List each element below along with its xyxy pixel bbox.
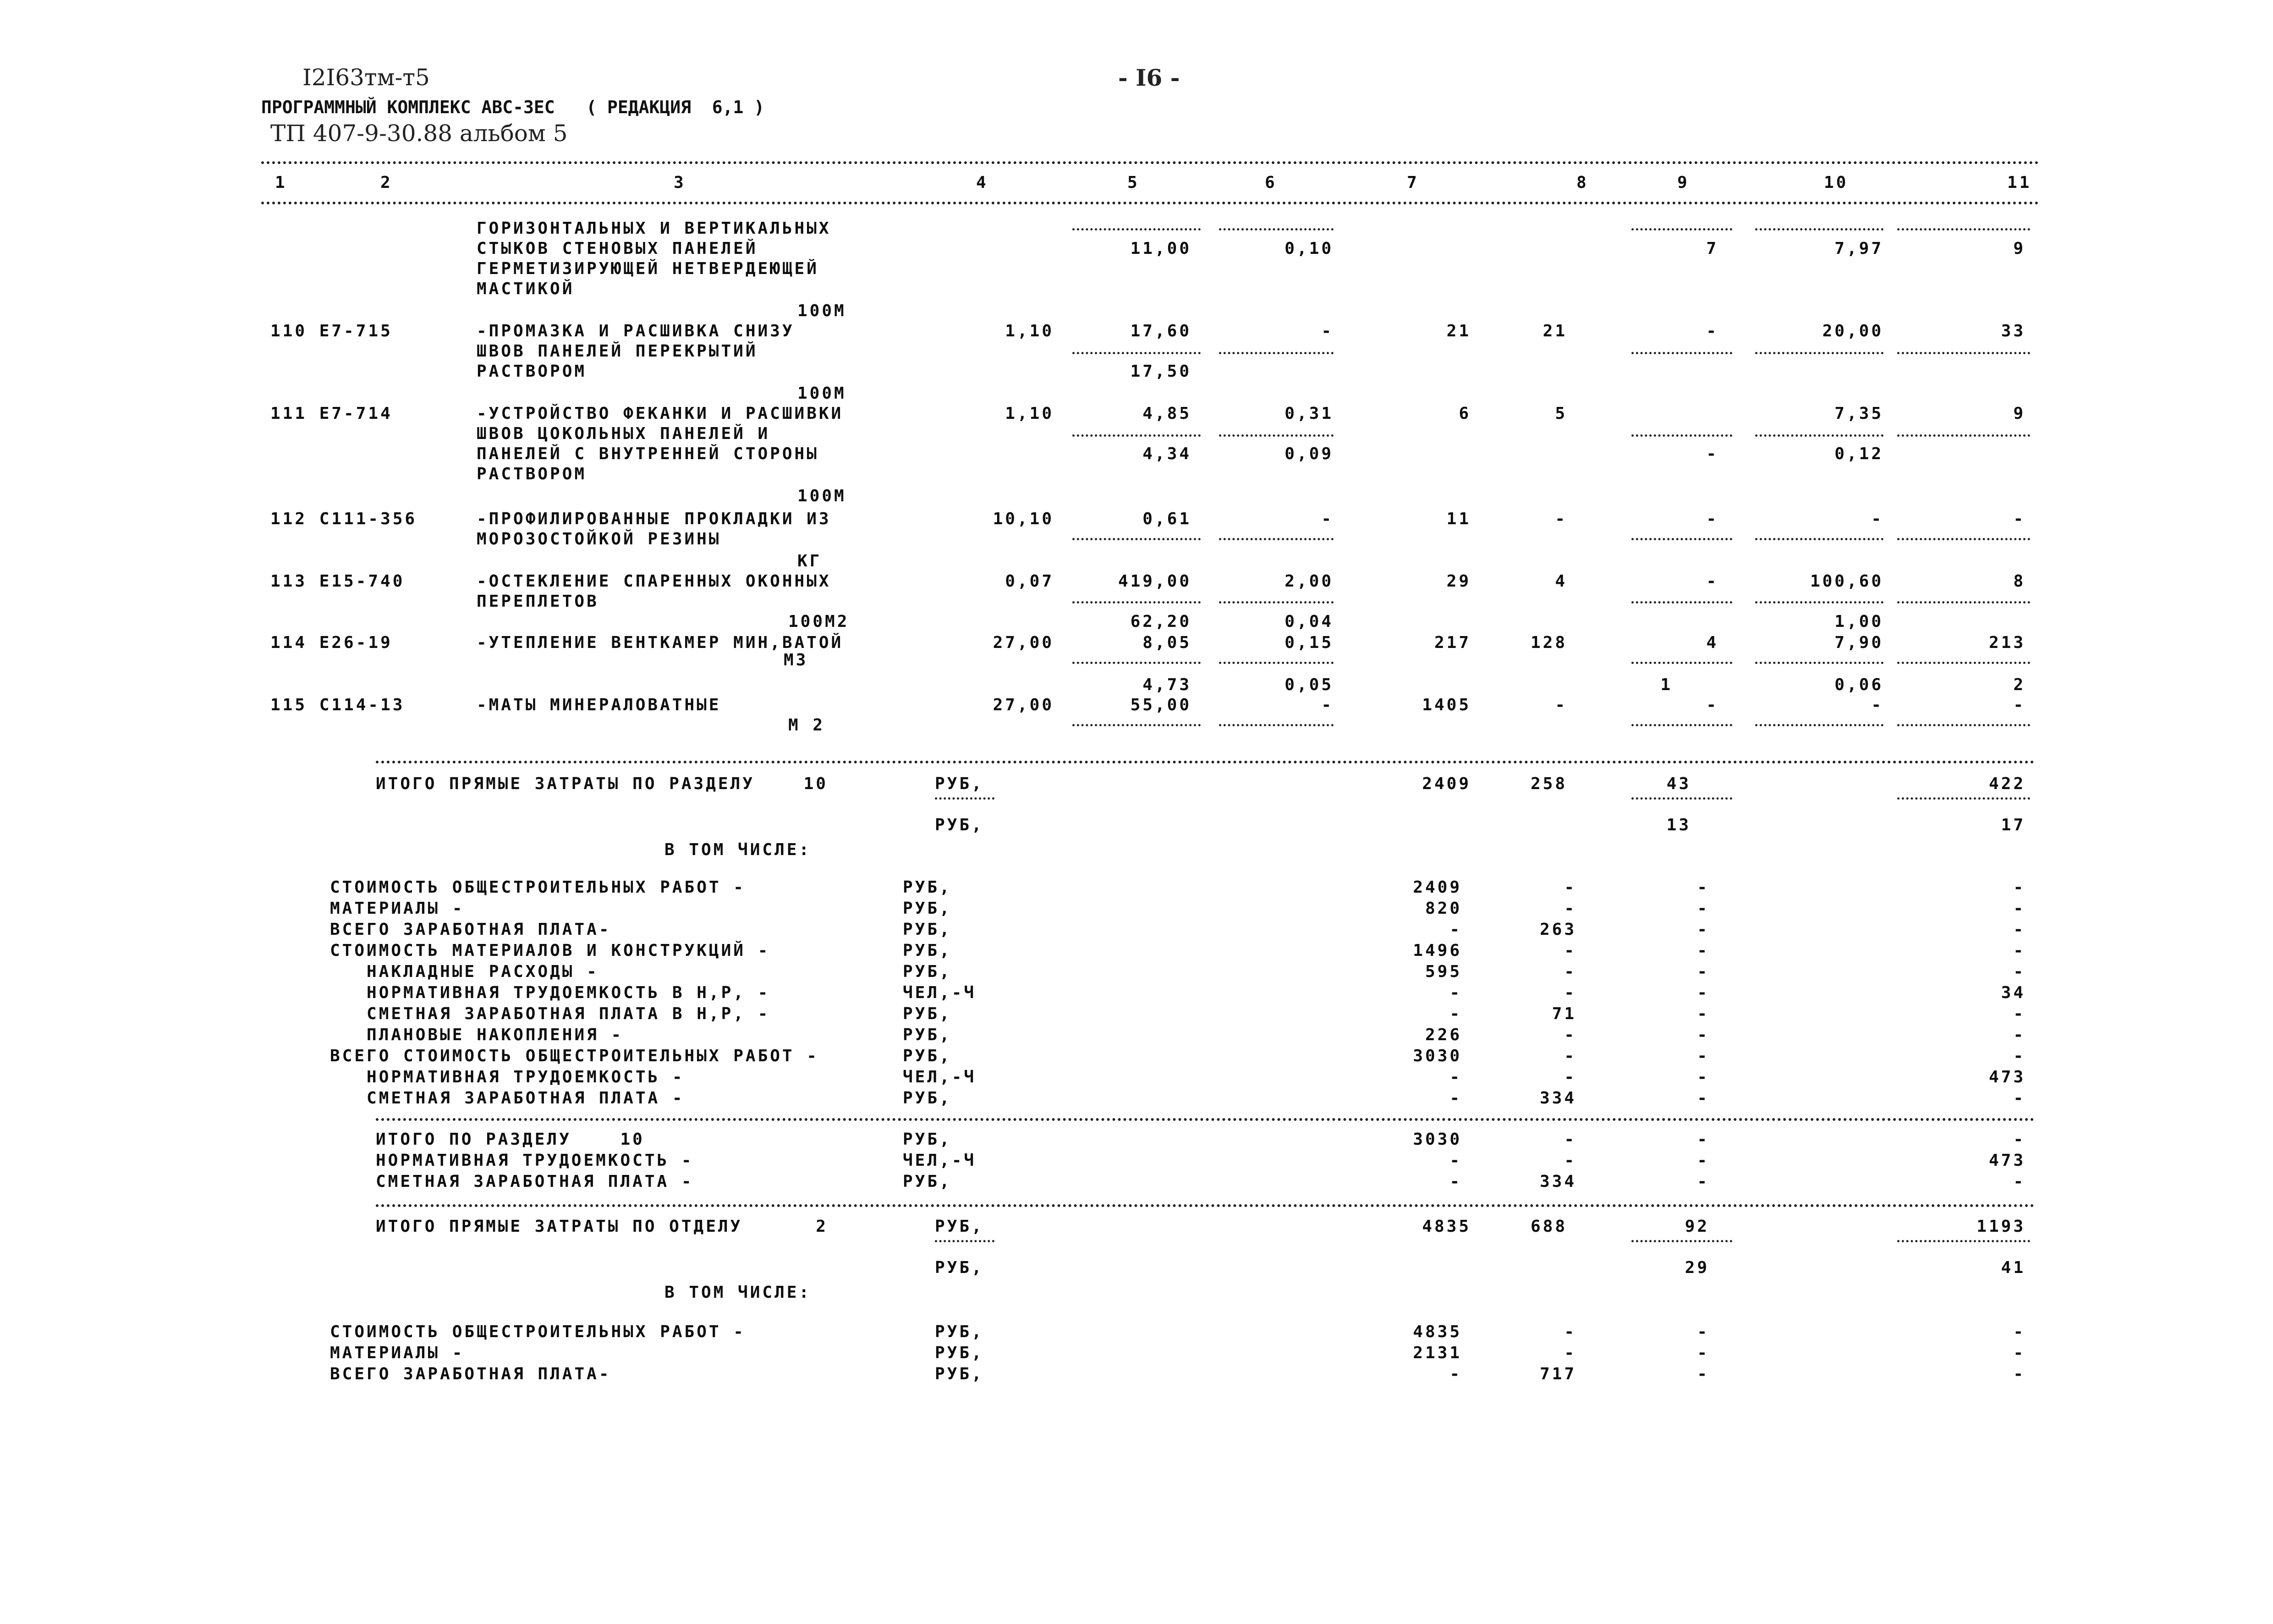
unit-label: 100М: [797, 384, 846, 403]
cell-value: 334: [1539, 1172, 1576, 1191]
breakdown-label: СТОИМОСТЬ МАТЕРИАЛОВ И КОНСТРУКЦИЙ -: [330, 941, 770, 960]
cell-divider-rule: [1897, 601, 2030, 604]
unit-label: РУБ,: [935, 816, 984, 834]
cell-value: 1,10: [1005, 404, 1054, 423]
cell-value: 213: [1988, 633, 2026, 652]
cell-value: -: [1555, 510, 1567, 528]
cell-divider-rule: [1897, 538, 2030, 540]
cell-value: 3030: [1413, 1130, 1462, 1149]
cell-divider-rule: [935, 797, 994, 800]
cell-divider-rule: [1755, 662, 1883, 664]
cell-divider-rule: [1897, 434, 2030, 437]
cell-value: -: [2013, 1172, 2026, 1191]
cell-value: 41: [2001, 1258, 2026, 1277]
cell-value: 7,97: [1834, 239, 1883, 258]
cell-value: -: [1697, 1026, 1709, 1044]
cell-value: 29: [1685, 1258, 1709, 1277]
item-description: -ПРОМАЗКА И РАСШИВКА СНИЗУ: [477, 322, 795, 340]
cell-divider-rule: [1897, 228, 2030, 230]
item-description: ГОРИЗОНТАЛЬНЫХ И ВЕРТИКАЛЬНЫХ: [477, 219, 831, 238]
breakdown-label: ВСЕГО ЗАРАБОТНАЯ ПЛАТА-: [330, 1365, 611, 1383]
cell-value: -: [1871, 510, 1883, 528]
cell-value: -: [1449, 1089, 1462, 1108]
cell-value: 820: [1425, 899, 1462, 918]
cell-value: 11,00: [1130, 239, 1191, 258]
cell-value: 473: [1988, 1068, 2026, 1086]
cell-value: -: [1697, 1322, 1709, 1341]
cell-value: 473: [1988, 1151, 2026, 1170]
cell-value: 595: [1425, 962, 1462, 981]
cell-value: -: [1564, 1151, 1576, 1170]
table-top-rule: [261, 161, 2039, 164]
cell-divider-rule: [1072, 352, 1201, 354]
cell-divider-rule: [1072, 538, 1201, 540]
column-header-2: 2: [380, 173, 393, 192]
cell-value: -: [2013, 878, 2026, 897]
cell-value: -: [1555, 696, 1567, 714]
unit-label: РУБ,: [903, 1130, 952, 1149]
including-label: В ТОМ ЧИСЛЕ:: [664, 840, 812, 859]
cell-value: 4,73: [1142, 675, 1191, 694]
breakdown-label: СТОИМОСТЬ ОБЩЕСТРОИТЕЛЬНЫХ РАБОТ -: [330, 878, 746, 897]
unit-label: РУБ,: [935, 1322, 984, 1341]
cell-value: -: [2013, 510, 2026, 528]
unit-label: РУБ,: [935, 1258, 984, 1277]
cell-value: -: [1449, 1172, 1462, 1191]
cell-value: -: [1697, 1151, 1709, 1170]
item-description: МОРОЗОСТОЙКОЙ РЕЗИНЫ: [477, 530, 721, 549]
breakdown-label: СМЕТНАЯ ЗАРАБОТНАЯ ПЛАТА В Н,Р, -: [330, 1004, 770, 1023]
item-description: ПАНЕЛЕЙ С ВНУТРЕННЕЙ СТОРОНЫ: [477, 444, 819, 463]
program-name: ПРОГРАММНЫЙ КОМПЛЕКС АВС-ЗЕС ( РЕДАКЦИЯ 6,1 ): [261, 97, 765, 117]
item-description: РАСТВОРОМ: [477, 465, 587, 483]
column-header-rule: [261, 202, 2039, 204]
unit-label: ЧЕЛ,-Ч: [903, 1151, 977, 1170]
cell-value: 4835: [1413, 1322, 1462, 1341]
cell-value: 0,31: [1285, 404, 1334, 423]
cell-value: 2409: [1413, 878, 1462, 897]
column-header-11: 11: [2007, 173, 2032, 192]
cell-value: 29: [1446, 572, 1471, 591]
cell-value: 1405: [1422, 696, 1471, 714]
unit-label: РУБ,: [903, 899, 952, 918]
cell-value: 13: [1666, 816, 1691, 834]
cell-value: -: [1706, 572, 1718, 591]
cell-divider-rule: [1631, 797, 1732, 800]
cell-value: 422: [1988, 774, 2026, 793]
cell-value: 4: [1706, 633, 1718, 652]
cell-divider-rule: [1897, 662, 2030, 664]
breakdown-label: ВСЕГО СТОИМОСТЬ ОБЩЕСТРОИТЕЛЬНЫХ РАБОТ -: [330, 1047, 819, 1065]
cell-value: -: [1697, 1130, 1709, 1149]
section-summary-label: ИТОГО ПО РАЗДЕЛУ 10: [376, 1130, 645, 1149]
cell-value: -: [1706, 444, 1718, 463]
cell-value: -: [2013, 920, 2026, 939]
item-description: -ПРОФИЛИРОВАННЫЕ ПРОКЛАДКИ ИЗ: [477, 510, 831, 528]
cell-value: 0,04: [1285, 612, 1334, 631]
breakdown-label: СТОИМОСТЬ ОБЩЕСТРОИТЕЛЬНЫХ РАБОТ -: [330, 1322, 746, 1341]
breakdown-label: МАТЕРИАЛЫ -: [330, 1344, 465, 1362]
cell-value: -: [1871, 696, 1883, 714]
cell-divider-rule: [1219, 724, 1334, 726]
unit-label: РУБ,: [935, 1217, 984, 1236]
unit-label: РУБ,: [903, 878, 952, 897]
cell-value: 17: [2001, 816, 2026, 834]
cell-value: 3030: [1413, 1047, 1462, 1065]
item-number: 111 Е7-714: [270, 404, 393, 423]
item-description: ПЕРЕПЛЕТОВ: [477, 592, 599, 611]
column-header-7: 7: [1407, 173, 1419, 192]
cell-value: -: [2013, 1089, 2026, 1108]
cell-value: -: [1697, 1365, 1709, 1383]
breakdown-label: НОРМАТИВНАЯ ТРУДОЕМКОСТЬ -: [330, 1068, 685, 1086]
cell-value: 5: [1555, 404, 1567, 423]
cell-value: 27,00: [993, 696, 1054, 714]
cell-divider-rule: [1631, 538, 1732, 540]
section-summary-rule: [376, 1118, 2035, 1121]
page-number: - I6 -: [1118, 64, 1180, 91]
cell-value: -: [1697, 983, 1709, 1002]
album-reference: ТП 407-9-30.88 альбом 5: [270, 120, 568, 147]
cell-value: 8,05: [1142, 633, 1191, 652]
breakdown-label: СМЕТНАЯ ЗАРАБОТНАЯ ПЛАТА -: [330, 1089, 685, 1108]
cell-value: 0,06: [1834, 675, 1883, 694]
cell-value: 21: [1543, 322, 1567, 340]
cell-value: 263: [1539, 920, 1576, 939]
cell-value: 17,60: [1130, 322, 1191, 340]
breakdown-label: НОРМАТИВНАЯ ТРУДОЕМКОСТЬ В Н,Р, -: [330, 983, 770, 1002]
cell-value: 1193: [1977, 1217, 2026, 1236]
cell-value: -: [1564, 1322, 1576, 1341]
cell-value: 717: [1539, 1365, 1576, 1383]
section-summary-label: НОРМАТИВНАЯ ТРУДОЕМКОСТЬ -: [376, 1151, 694, 1170]
unit-label: М3: [784, 651, 808, 669]
cell-value: -: [1697, 878, 1709, 897]
column-header-1: 1: [275, 173, 287, 192]
cell-value: -: [1564, 941, 1576, 960]
cell-value: 2: [2013, 675, 2026, 694]
cell-value: -: [1564, 878, 1576, 897]
cell-divider-rule: [1631, 434, 1732, 437]
item-description: -МАТЫ МИНЕРАЛОВАТНЫЕ: [477, 696, 721, 714]
cell-divider-rule: [1219, 352, 1334, 354]
cell-value: -: [2013, 696, 2026, 714]
cell-divider-rule: [1219, 434, 1334, 437]
cell-value: -: [1321, 322, 1334, 340]
cell-value: 6: [1459, 404, 1471, 423]
unit-label: РУБ,: [903, 1089, 952, 1108]
cell-value: 92: [1685, 1217, 1709, 1236]
cell-value: -: [1697, 920, 1709, 939]
breakdown-label: МАТЕРИАЛЫ -: [330, 899, 465, 918]
cell-value: 1,10: [1005, 322, 1054, 340]
cell-value: 100,60: [1810, 572, 1883, 591]
cell-value: 9: [2013, 404, 2026, 423]
cell-value: -: [1564, 1047, 1576, 1065]
cell-divider-rule: [935, 1240, 994, 1242]
cell-value: -: [2013, 899, 2026, 918]
item-number: 112 С111-356: [270, 510, 417, 528]
cell-value: 226: [1425, 1026, 1462, 1044]
cell-value: 2,00: [1285, 572, 1334, 591]
cell-value: 334: [1539, 1089, 1576, 1108]
cell-value: -: [1697, 962, 1709, 981]
cell-divider-rule: [1897, 1240, 2030, 1242]
cell-divider-rule: [1631, 724, 1732, 726]
cell-divider-rule: [1897, 724, 2030, 726]
cell-divider-rule: [1072, 662, 1201, 664]
unit-label: 100М2: [788, 612, 850, 631]
unit-label: РУБ,: [903, 962, 952, 981]
cell-value: 0,15: [1285, 633, 1334, 652]
cell-value: -: [1449, 1004, 1462, 1023]
cell-divider-rule: [1897, 352, 2030, 354]
cell-value: 34: [2001, 983, 2026, 1002]
cell-value: 7,35: [1834, 404, 1883, 423]
cell-value: 10,10: [993, 510, 1054, 528]
cell-value: -: [1449, 920, 1462, 939]
item-description: ШВОВ ПАНЕЛЕЙ ПЕРЕКРЫТИЙ: [477, 342, 758, 361]
cell-value: 17,50: [1130, 362, 1191, 381]
cell-value: -: [1697, 1068, 1709, 1086]
unit-label: РУБ,: [935, 774, 984, 793]
cell-value: -: [1449, 1365, 1462, 1383]
cell-divider-rule: [1631, 662, 1732, 664]
cell-value: 128: [1530, 633, 1567, 652]
cell-divider-rule: [1755, 434, 1883, 437]
unit-label: РУБ,: [935, 1365, 984, 1383]
cell-value: 0,05: [1285, 675, 1334, 694]
cell-divider-rule: [1072, 434, 1201, 437]
including-label: В ТОМ ЧИСЛЕ:: [664, 1283, 812, 1302]
item-description: ГЕРМЕТИЗИРУЮЩЕЙ НЕТВЕРДЕЮЩЕЙ: [477, 259, 819, 278]
column-header-6: 6: [1265, 173, 1277, 192]
cell-value: -: [1706, 322, 1718, 340]
column-header-9: 9: [1677, 173, 1690, 192]
cell-value: 0,12: [1834, 444, 1883, 463]
cell-value: 0,10: [1285, 239, 1334, 258]
cell-value: -: [1564, 1026, 1576, 1044]
cell-value: 9: [2013, 239, 2026, 258]
item-description: -УСТРОЙСТВО ФЕКАНКИ И РАСШИВКИ: [477, 404, 844, 423]
item-description: ШВОВ ЦОКОЛЬНЫХ ПАНЕЛЕЙ И: [477, 424, 770, 443]
cell-value: 0,61: [1142, 510, 1191, 528]
cell-divider-rule: [1755, 724, 1883, 726]
cell-value: -: [2013, 1130, 2026, 1149]
cell-value: 2409: [1422, 774, 1471, 793]
cell-value: 20,00: [1822, 322, 1883, 340]
cell-value: -: [1697, 1089, 1709, 1108]
cell-value: 27,00: [993, 633, 1054, 652]
unit-label: РУБ,: [903, 1047, 952, 1065]
column-header-4: 4: [976, 173, 988, 192]
cell-value: 1: [1660, 675, 1673, 694]
breakdown-label: ПЛАНОВЫЕ НАКОПЛЕНИЯ -: [330, 1026, 624, 1044]
item-number: 114 Е26-19: [270, 633, 393, 652]
section-summary-label: СМЕТНАЯ ЗАРАБОТНАЯ ПЛАТА -: [376, 1172, 694, 1191]
cell-value: -: [2013, 1026, 2026, 1044]
cell-value: -: [1697, 1047, 1709, 1065]
cell-divider-rule: [1631, 228, 1732, 230]
cell-divider-rule: [1897, 797, 2030, 800]
cell-value: 4835: [1422, 1217, 1471, 1236]
item-description: РАСТВОРОМ: [477, 362, 587, 381]
cell-value: 1,00: [1834, 612, 1883, 631]
section-total-label: ИТОГО ПРЯМЫЕ ЗАТРАТЫ ПО РАЗДЕЛУ 10: [376, 774, 828, 793]
cell-value: -: [2013, 1004, 2026, 1023]
cell-value: -: [2013, 941, 2026, 960]
cell-value: -: [2013, 1344, 2026, 1362]
unit-label: 100М: [797, 302, 846, 320]
dept-total-rule: [376, 1204, 2035, 1207]
cell-divider-rule: [1072, 228, 1201, 230]
cell-value: 419,00: [1118, 572, 1191, 591]
cell-value: 21: [1446, 322, 1471, 340]
cell-value: -: [1564, 983, 1576, 1002]
cell-value: 11: [1446, 510, 1471, 528]
unit-label: РУБ,: [903, 1172, 952, 1191]
cell-value: -: [1697, 1344, 1709, 1362]
unit-label: РУБ,: [903, 1026, 952, 1044]
cell-divider-rule: [1631, 1240, 1732, 1242]
cell-value: -: [2013, 1047, 2026, 1065]
cell-value: -: [1564, 962, 1576, 981]
cell-value: -: [2013, 1365, 2026, 1383]
item-description: -ОСТЕКЛЕНИЕ СПАРЕННЫХ ОКОННЫХ: [477, 572, 831, 591]
unit-label: РУБ,: [935, 1344, 984, 1362]
cell-value: 7,90: [1834, 633, 1883, 652]
cell-divider-rule: [1631, 601, 1732, 604]
unit-label: ЧЕЛ,-Ч: [903, 1068, 977, 1086]
cell-value: -: [1449, 983, 1462, 1002]
section-total-rule: [376, 761, 2035, 763]
cell-value: -: [2013, 1322, 2026, 1341]
cell-divider-rule: [1219, 662, 1334, 664]
cell-value: 7: [1706, 239, 1718, 258]
cell-divider-rule: [1755, 352, 1883, 354]
cell-value: 55,00: [1130, 696, 1191, 714]
cell-value: -: [1564, 1344, 1576, 1362]
cell-value: 688: [1530, 1217, 1567, 1236]
cell-value: 217: [1434, 633, 1471, 652]
cell-value: 2131: [1413, 1344, 1462, 1362]
item-number: 113 Е15-740: [270, 572, 405, 591]
cell-value: 1496: [1413, 941, 1462, 960]
item-description: -УТЕПЛЕНИЕ ВЕНТКАМЕР МИН,ВАТОЙ: [477, 633, 844, 652]
column-header-8: 8: [1576, 173, 1589, 192]
cell-value: 62,20: [1130, 612, 1191, 631]
column-header-3: 3: [674, 173, 686, 192]
item-description: МАСТИКОЙ: [477, 280, 575, 298]
cell-value: 8: [2013, 572, 2026, 591]
cell-divider-rule: [1072, 724, 1201, 726]
cell-value: -: [2013, 962, 2026, 981]
unit-label: ЧЕЛ,-Ч: [903, 983, 977, 1002]
cell-divider-rule: [1219, 538, 1334, 540]
cell-value: -: [1697, 1004, 1709, 1023]
cell-value: 4,34: [1142, 444, 1191, 463]
cell-divider-rule: [1072, 601, 1201, 604]
cell-divider-rule: [1631, 352, 1732, 354]
item-number: 115 С114-13: [270, 696, 405, 714]
unit-label: РУБ,: [903, 941, 952, 960]
cell-value: 43: [1666, 774, 1691, 793]
cell-value: -: [1321, 510, 1334, 528]
cell-value: -: [1564, 1068, 1576, 1086]
breakdown-label: НАКЛАДНЫЕ РАСХОДЫ -: [330, 962, 599, 981]
cell-value: 0,07: [1005, 572, 1054, 591]
cell-value: -: [1697, 1172, 1709, 1191]
breakdown-label: ВСЕГО ЗАРАБОТНАЯ ПЛАТА-: [330, 920, 611, 939]
unit-label: РУБ,: [903, 920, 952, 939]
cell-divider-rule: [1755, 228, 1883, 230]
cell-value: 0,09: [1285, 444, 1334, 463]
cell-value: -: [1449, 1068, 1462, 1086]
cell-value: 258: [1530, 774, 1567, 793]
unit-label: РУБ,: [903, 1004, 952, 1023]
cell-value: -: [1564, 899, 1576, 918]
cell-value: -: [1564, 1130, 1576, 1149]
cell-value: 4,85: [1142, 404, 1191, 423]
column-header-10: 10: [1824, 173, 1849, 192]
dept-total-label: ИТОГО ПРЯМЫЕ ЗАТРАТЫ ПО ОТДЕЛУ 2: [376, 1217, 828, 1236]
cell-value: 33: [2001, 322, 2026, 340]
cell-value: -: [1697, 899, 1709, 918]
cell-divider-rule: [1755, 601, 1883, 604]
unit-label: КГ: [797, 552, 822, 571]
column-header-5: 5: [1127, 173, 1140, 192]
item-number: 110 Е7-715: [270, 322, 393, 340]
cell-value: 71: [1552, 1004, 1576, 1023]
cell-divider-rule: [1219, 601, 1334, 604]
cell-value: -: [1706, 510, 1718, 528]
item-description: СТЫКОВ СТЕНОВЫХ ПАНЕЛЕЙ: [477, 239, 758, 258]
cell-value: -: [1706, 696, 1718, 714]
document-code: I2I63тм-т5: [302, 64, 430, 91]
cell-value: -: [1697, 941, 1709, 960]
cell-value: -: [1449, 1151, 1462, 1170]
unit-label: М 2: [788, 716, 825, 735]
cell-value: -: [1321, 696, 1334, 714]
cell-divider-rule: [1219, 228, 1334, 230]
unit-label: 100М: [797, 487, 846, 505]
cell-divider-rule: [1755, 538, 1883, 540]
cell-value: 4: [1555, 572, 1567, 591]
